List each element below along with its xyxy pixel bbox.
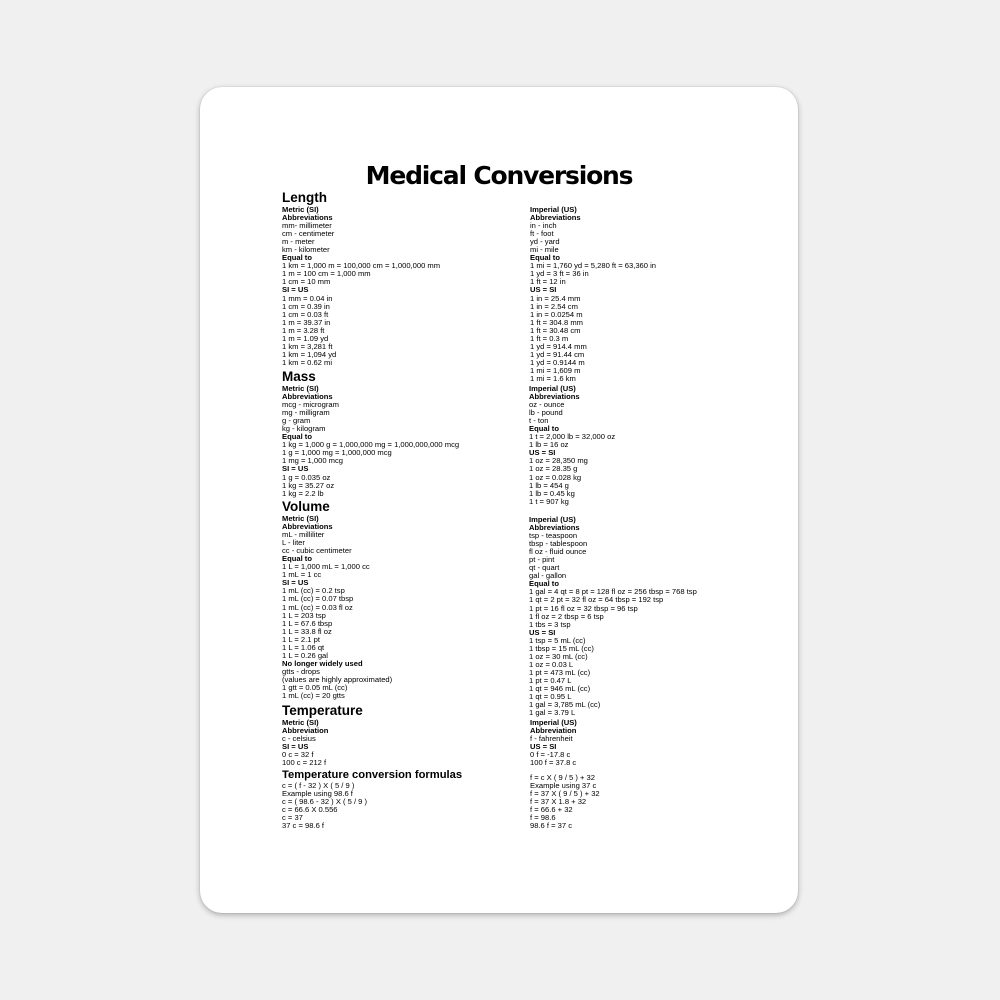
conversion-line: 1 L = 203 tsp [282, 610, 326, 620]
conversion-line: mcg - microgram [282, 400, 339, 410]
subheading: US = SI [529, 627, 556, 637]
subheading: Abbreviations [530, 213, 581, 223]
conversion-line: 1 m = 39.37 in [282, 317, 331, 327]
conversion-line: 1 L = 2.1 pt [282, 634, 320, 644]
page-title: Medical Conversions [365, 161, 633, 190]
conversion-line: m - meter [282, 237, 315, 247]
conversion-line: 1 pt = 0.47 L [529, 675, 572, 685]
conversion-line: 1 oz = 0.028 kg [529, 472, 582, 482]
subheading: Equal to [282, 253, 312, 263]
subheading: SI = US [282, 742, 309, 752]
conversion-line: 1 mL (cc) = 20 gtts [282, 691, 345, 701]
subheading: Equal to [529, 424, 559, 434]
conversion-line: tbsp - tablespoon [529, 539, 588, 549]
conversion-line: pt - pint [529, 555, 555, 565]
conversion-line: 1 gal = 4 qt = 8 pt = 128 fl oz = 256 tbsp = 768 tsp [529, 587, 697, 597]
conversion-line: c = 66.6 X 0.556 [282, 805, 338, 815]
section-heading-temperature: Temperature [282, 703, 363, 718]
conversion-line: 1 yd = 914.4 mm [530, 341, 587, 351]
conversion-line: 1 L = 67.6 tbsp [282, 618, 333, 628]
conversion-line: 1 oz = 30 mL (cc) [529, 651, 588, 661]
subheading: Imperial (US) [529, 384, 576, 393]
conversion-line: 1 in = 2.54 cm [530, 301, 578, 311]
conversion-line: 1 ft = 304.8 mm [530, 317, 583, 327]
conversion-line: 1 L = 1.06 qt [282, 642, 325, 652]
conversion-line: 1 m = 1.09 yd [282, 333, 329, 343]
conversion-line: 1 mi = 1.6 km [530, 373, 576, 383]
sticker-sheet [200, 87, 798, 913]
conversion-line: 1 yd = 3 ft = 36 in [530, 269, 589, 279]
conversion-line: c = 37 [282, 813, 303, 823]
conversion-line: 100 c = 212 f [282, 758, 327, 768]
conversion-line: f = 37 X ( 9 / 5 ) + 32 [530, 789, 600, 799]
conversion-line: 1 qt = 946 mL (cc) [529, 683, 591, 693]
conversion-line: 1 km = 3,281 ft [282, 341, 333, 351]
conversion-line: 1 ft = 0.3 m [530, 333, 569, 343]
conversion-line: 1 mi = 1,609 m [530, 365, 581, 375]
section-heading-volume: Volume [282, 499, 330, 514]
conversion-line: g - gram [282, 416, 311, 426]
conversion-line: 1 cm = 0.39 in [282, 301, 330, 311]
subheading: Imperial (US) [530, 205, 577, 214]
conversion-line: 1 yd = 0.9144 m [530, 357, 585, 367]
conversion-line: 1 L = 1,000 mL = 1,000 cc [282, 562, 370, 572]
conversion-line: 1 g = 1,000 mg = 1,000,000 mcg [282, 448, 392, 458]
subheading: SI = US [282, 578, 309, 588]
conversion-line: (values are highly approximated) [282, 674, 393, 684]
conversion-line: cm - centimeter [282, 229, 335, 239]
conversion-line: f = 66.6 + 32 [530, 805, 573, 815]
mass-right-column [529, 385, 615, 506]
conversion-line: cc - cubic centimeter [282, 546, 352, 556]
conversion-line: 1 gal = 3.79 L [529, 708, 576, 718]
conversion-line: f - fahrenheit [530, 734, 573, 744]
conversion-line: c = ( 98.6 - 32 ) X ( 5 / 9 ) [282, 797, 368, 807]
conversion-line: 1 kg = 1,000 g = 1,000,000 mg = 1,000,000,000 mcg [282, 440, 460, 450]
conversion-line: 1 fl oz = 2 tbsp = 6 tsp [529, 611, 604, 621]
conversion-line: 1 km = 1,000 m = 100,000 cm = 1,000,000 mm [282, 261, 441, 271]
conversion-line: km - kilometer [282, 245, 330, 255]
conversion-line: 1 L = 33.8 fl oz [282, 626, 332, 636]
conversion-line: 1 gtt = 0.05 mL (cc) [282, 682, 348, 692]
conversion-line: 1 mL (cc) = 0.03 fl oz [282, 602, 353, 612]
conversion-line: kg - kilogram [282, 424, 326, 434]
conversion-line: 1 mi = 1,760 yd = 5,280 ft = 63,360 in [530, 261, 657, 271]
conversion-line: tsp - teaspoon [529, 531, 578, 541]
conversion-line: L - liter [282, 538, 305, 548]
subheading: US = SI [529, 448, 556, 458]
subheading: Abbreviation [530, 726, 577, 736]
conversion-line: mi - mile [530, 245, 559, 255]
conversion-line: lb - pound [529, 408, 563, 418]
conversion-line: fl oz - fluid ounce [529, 547, 587, 557]
conversion-line: c = ( f - 32 ) X ( 5 / 9 ) [282, 781, 355, 790]
conversion-line: 1 gal = 3,785 mL (cc) [529, 700, 601, 710]
conversion-line: 1 cm = 0.03 ft [282, 309, 329, 319]
subheading: US = SI [530, 742, 557, 752]
conversion-line: f = 98.6 [530, 813, 556, 823]
conversion-line: 1 tbs = 3 tsp [529, 619, 571, 629]
conversion-line: c - celsius [282, 734, 316, 744]
conversion-line: 1 oz = 0.03 L [529, 659, 574, 669]
conversion-line: 1 mL (cc) = 0.07 tbsp [282, 594, 354, 604]
conversion-line: 1 t = 2,000 lb = 32,000 oz [529, 432, 616, 442]
volume-left-column [282, 499, 392, 700]
subheading: Imperial (US) [530, 718, 577, 727]
conversion-line: 1 ft = 12 in [530, 277, 566, 287]
temperature-left-column [282, 703, 363, 767]
conversion-line: 1 m = 3.28 ft [282, 325, 325, 335]
conversion-line: 1 g = 0.035 oz [282, 472, 331, 482]
subheading: Equal to [530, 253, 560, 263]
conversion-line: qt - quart [529, 563, 560, 573]
subheading: Abbreviations [282, 392, 333, 402]
conversion-line: 1 pt = 16 fl oz = 32 tbsp = 96 tsp [529, 603, 638, 613]
conversion-line: 1 lb = 0.45 kg [529, 488, 575, 498]
subheading: Equal to [282, 432, 312, 442]
volume-right-column [529, 516, 697, 717]
conversion-line: 1 lb = 16 oz [529, 440, 569, 450]
conversion-line: mg - milligram [282, 408, 330, 418]
conversion-line: yd - yard [530, 237, 560, 247]
conversion-line: 1 L = 0.26 gal [282, 650, 328, 660]
section-heading-length: Length [282, 190, 327, 205]
length-right-column [530, 206, 656, 383]
subheading: Equal to [282, 554, 312, 564]
conversion-line: f = 37 X 1.8 + 32 [530, 797, 587, 807]
conversion-line: 1 km = 0.62 mi [282, 357, 333, 367]
conversion-line: 1 t = 907 kg [529, 496, 569, 506]
conversion-line: 1 qt = 0.95 L [529, 692, 572, 702]
conversion-line: 0 c = 32 f [282, 750, 314, 760]
conversion-line: 1 tsp = 5 mL (cc) [529, 635, 586, 645]
conversion-line: mL - milliliter [282, 530, 325, 540]
conversion-line: Example using 98.6 f [282, 789, 353, 799]
conversion-line: mm- millimeter [282, 221, 332, 231]
conversion-line: 1 tbsp = 15 mL (cc) [529, 643, 594, 653]
subheading: US = SI [530, 285, 557, 295]
conversion-line: 1 qt = 2 pt = 32 fl oz = 64 tbsp = 192 tsp [529, 595, 664, 605]
mass-left-column [282, 369, 459, 498]
subheading: Abbreviations [529, 392, 580, 402]
subheading: Metric (SI) [282, 384, 319, 393]
subheading: Imperial (US) [529, 515, 576, 524]
formulas-right-column [530, 774, 600, 830]
conversion-line: 1 mL (cc) = 0.2 tsp [282, 586, 345, 596]
conversion-line: 1 oz = 28,350 mg [529, 456, 588, 466]
conversion-line: 1 mg = 1,000 mcg [282, 456, 343, 466]
subheading: Metric (SI) [282, 205, 319, 214]
subheading: SI = US [282, 285, 309, 295]
conversion-line: oz - ounce [529, 400, 565, 410]
section-heading-mass: Mass [282, 369, 316, 384]
conversion-line: 1 pt = 473 mL (cc) [529, 667, 591, 677]
subheading: Abbreviations [529, 523, 580, 533]
conversion-line: 1 mL = 1 cc [282, 570, 322, 580]
conversion-line: 1 in = 25.4 mm [530, 293, 581, 303]
subheading: SI = US [282, 464, 309, 474]
subheading: Abbreviations [282, 213, 333, 223]
conversion-line: 0 f = -17.8 c [530, 750, 571, 760]
conversion-line: Example using 37 c [530, 781, 597, 791]
conversion-line: 1 km = 1,094 yd [282, 349, 337, 359]
subheading: Metric (SI) [282, 718, 319, 727]
conversion-line: 1 m = 100 cm = 1,000 mm [282, 269, 371, 279]
subheading: No longer widely used [282, 658, 363, 668]
conversion-line: 1 lb = 454 g [529, 480, 569, 490]
conversion-line: in - inch [530, 221, 557, 231]
conversion-line: 1 cm = 10 mm [282, 277, 331, 287]
conversion-line: 1 ft = 30.48 cm [530, 325, 581, 335]
conversion-line: 98.6 f = 37 c [530, 821, 573, 831]
conversion-line: ft - foot [530, 229, 554, 239]
conversion-line: 100 f = 37.8 c [530, 758, 577, 768]
conversion-line: 37 c = 98.6 f [282, 821, 325, 831]
conversion-line: gal - gallon [529, 571, 567, 581]
conversion-line: 1 kg = 35.27 oz [282, 480, 335, 490]
conversion-line: 1 oz = 28.35 g [529, 464, 578, 474]
subheading: Abbreviations [282, 522, 333, 532]
subheading: Metric (SI) [282, 514, 319, 523]
conversion-line: t - ton [529, 416, 549, 426]
conversion-line: gtts - drops [282, 666, 320, 676]
subheading: Abbreviation [282, 726, 329, 736]
formulas-left-column [282, 768, 462, 830]
conversion-line: 1 in = 0.0254 m [530, 309, 583, 319]
section-heading-formulas: Temperature conversion formulas [282, 769, 463, 781]
subheading: Equal to [529, 579, 559, 589]
conversion-line: f = c X ( 9 / 5 ) + 32 [530, 773, 595, 782]
conversion-line: 1 yd = 91.44 cm [530, 349, 585, 359]
length-left-column [282, 190, 440, 367]
conversion-line: 1 kg = 2.2 lb [282, 488, 324, 498]
temperature-right-column [530, 719, 577, 767]
conversion-line: 1 mm = 0.04 in [282, 293, 333, 303]
